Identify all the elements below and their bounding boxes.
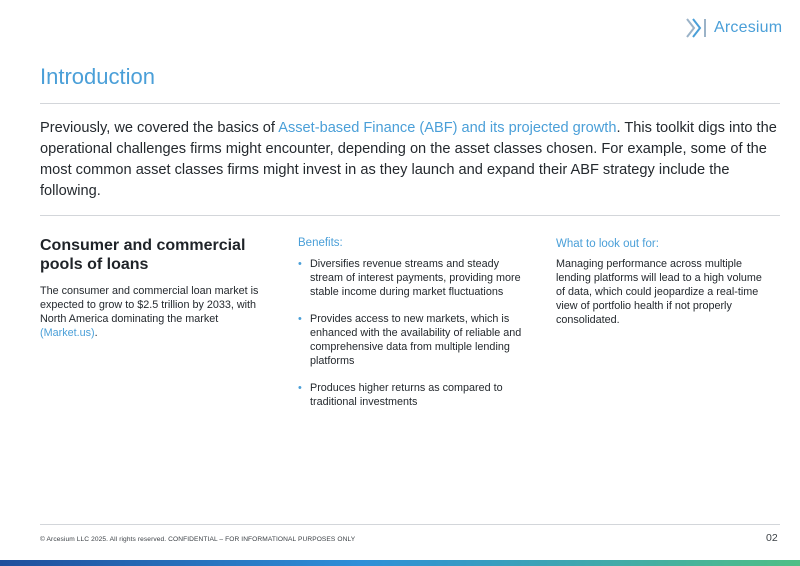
page-title: Introduction [40,64,155,89]
gradient-bar [0,560,800,566]
intro-text-continued: . This toolkit digs into the operational challenges firms might encounter, depending on the asset classes chosen. For example, some of the most common asset classes firms might invest in as they launch and expand their ABF strategy include the following. [40,120,777,199]
section-description [40,284,275,340]
arcesium-logo-icon [684,16,708,40]
abf-growth-link[interactable]: Asset-based Finance (ABF) and its projected growth [278,120,617,136]
look-out-text: Managing performance across multiple lending platforms will lead to a high volume of data, which could jeopardize a real-time view of portfolio health if not properly consolidated. [556,258,762,326]
benefits-list [298,257,523,422]
footer-text: © Arcesium LLC 2025. All rights reserved. CONFIDENTIAL – FOR INFORMATIONAL PURPOSES ONLY [40,536,356,543]
brand-logo [684,16,782,40]
page-number: 02 [766,532,778,544]
divider [40,215,780,216]
divider [40,524,780,525]
divider [40,103,780,104]
description-text: The consumer and commercial loan market is expected to grow to $2.5 trillion by 2033, with North America dominating the market [40,285,259,325]
description-end: . [94,327,98,339]
list-item: • Provides access to new markets, which is enhanced with the availability of reliable and comprehensive data from multiple lending platforms [298,312,523,368]
list-item: • Produces higher returns as compared to traditional investments [298,381,523,409]
logo-text: Arcesium [714,19,783,36]
benefits-heading: Benefits: [298,237,343,249]
intro-text: Previously, we covered the basics of [40,120,279,136]
list-item: • Diversifies revenue streams and steady stream of interest payments, providing more stable income during market fluctuations [298,257,523,299]
market-us-link[interactable]: (Market.us) [40,327,95,339]
look-out-heading: What to look out for: [556,238,659,250]
section-title: Consumer and commercial pools of loans [40,237,246,273]
intro-paragraph [40,118,780,202]
